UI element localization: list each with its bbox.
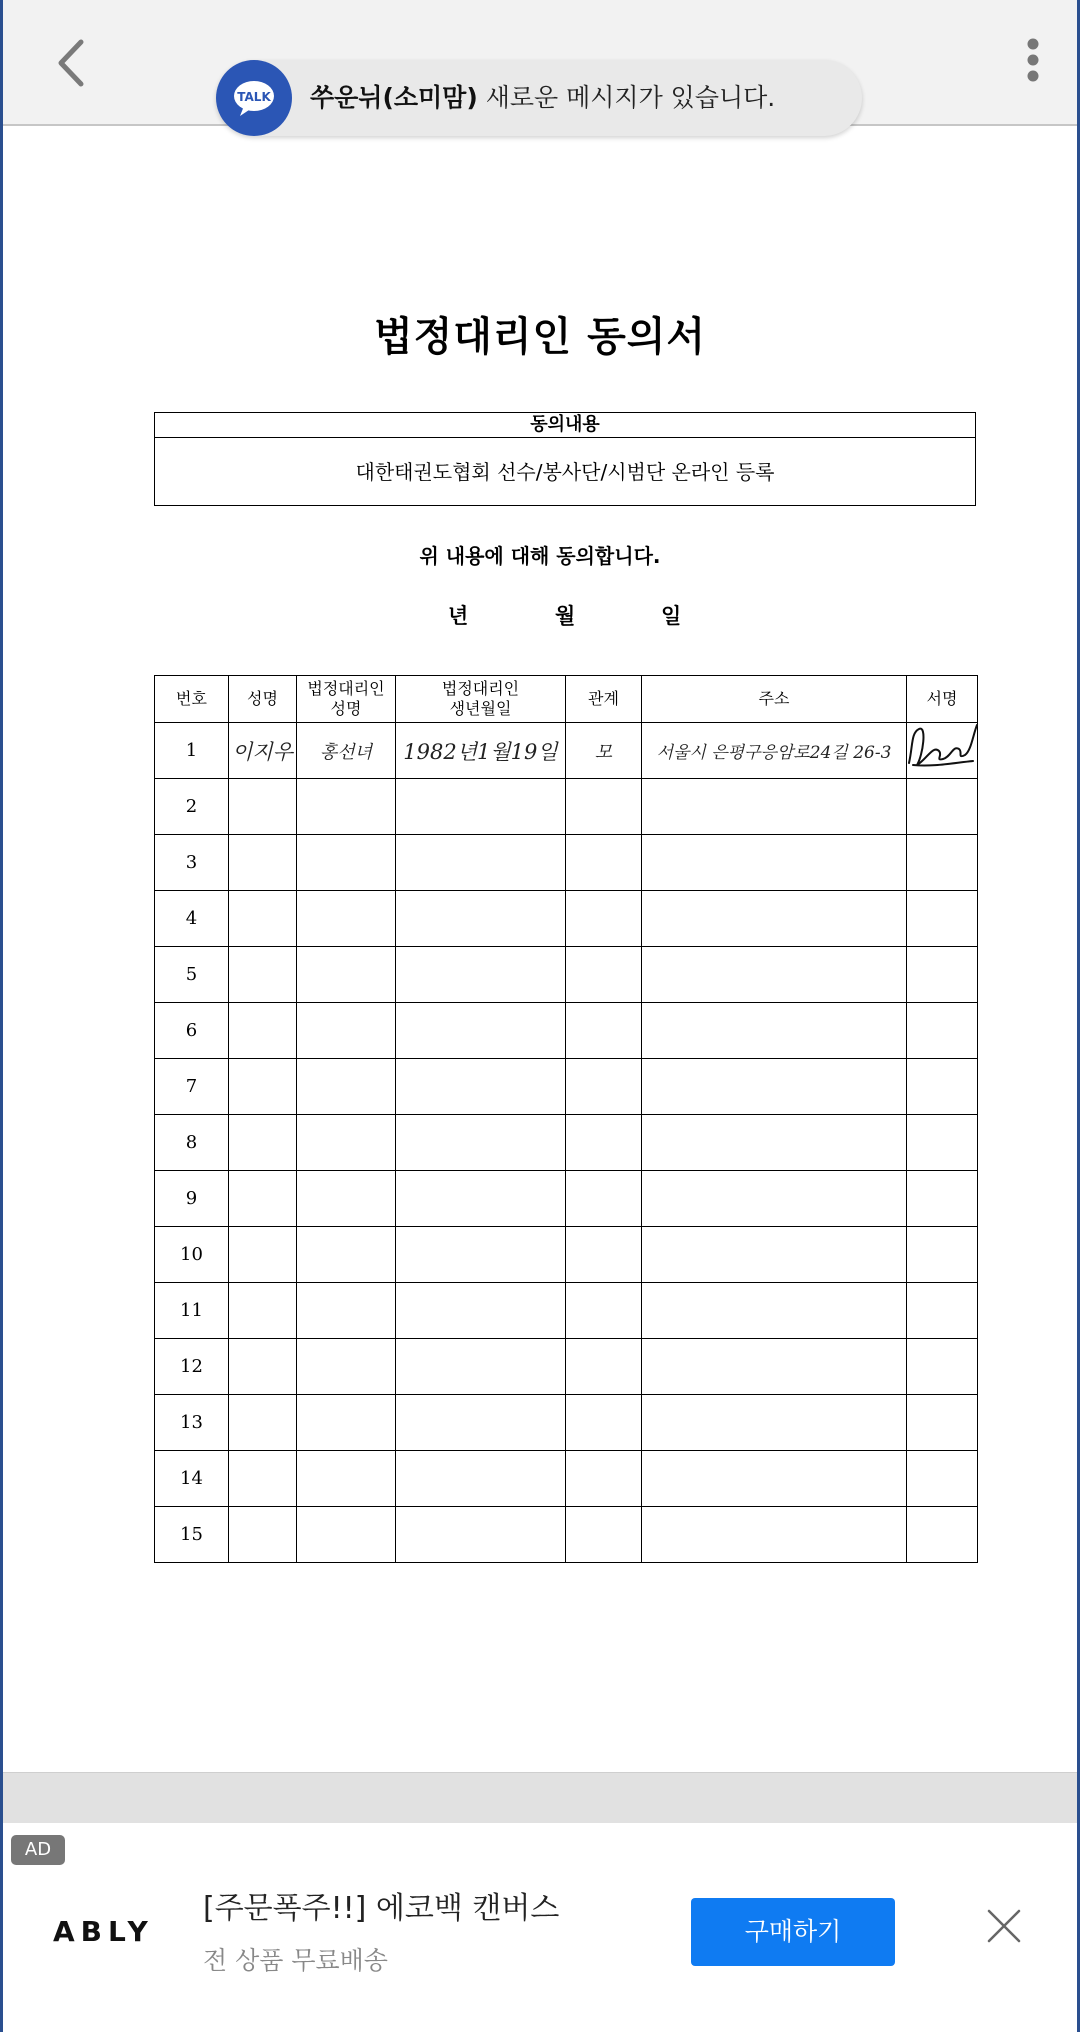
cell-address [642,835,907,891]
cell-guardian-name [297,1171,396,1227]
cell-guardian-name [297,1395,396,1451]
cell-guardian-name [297,947,396,1003]
cell-name [229,1059,297,1115]
cell-no: 1 [155,723,229,779]
cell-name [229,1003,297,1059]
cell-guardian-birth [396,1059,566,1115]
cell-relation [566,1115,642,1171]
table-row [155,723,978,779]
cell-guardian-birth [396,1507,566,1563]
cell-guardian-name [297,835,396,891]
cell-guardian-name [297,1451,396,1507]
cell-signature [907,835,978,891]
cell-signature [907,1339,978,1395]
cell-guardian-birth [396,1451,566,1507]
consent-header: 동의내용 [155,413,975,438]
cell-signature [907,1227,978,1283]
table-row [155,1451,978,1507]
cell-name [229,1507,297,1563]
cell-relation [566,1283,642,1339]
cell-relation [566,1227,642,1283]
cell-address [642,1507,907,1563]
cell-no: 13 [155,1395,229,1451]
more-options-button[interactable] [1018,36,1048,90]
cell-signature [907,1283,978,1339]
cell-no: 5 [155,947,229,1003]
talk-badge-text: TALK [237,90,271,104]
notification-message: 새로운 메시지가 있습니다. [485,83,776,112]
cell-signature [907,891,978,947]
cell-guardian-birth [396,1283,566,1339]
cell-guardian-birth [396,1339,566,1395]
cell-guardian-birth [396,1395,566,1451]
handwritten-signature-icon [903,715,979,775]
cell-no: 2 [155,779,229,835]
chevron-left-icon [49,36,99,90]
table-row [155,1059,978,1115]
cell-relation [566,1171,642,1227]
ad-title[interactable]: [주문폭주!!] 에코백 캔버스 [203,1891,560,1926]
cell-no: 15 [155,1507,229,1563]
cell-name [229,1115,297,1171]
cell-name [229,1451,297,1507]
cell-address [642,947,907,1003]
consent-body: 대한태권도협회 선수/봉사단/시범단 온라인 등록 [355,460,775,484]
cell-no: 12 [155,1339,229,1395]
cell-name [229,1171,297,1227]
ad-banner[interactable] [3,1823,1077,2032]
cell-relation [566,1451,642,1507]
cell-name [229,779,297,835]
cell-relation [566,1059,642,1115]
cell-signature [907,1507,978,1563]
col-header-address: 주소 [642,676,907,723]
cell-guardian-birth [396,947,566,1003]
cell-address [642,1395,907,1451]
date-day-label: 일 [661,604,682,628]
table-row [155,1003,978,1059]
col-header-no: 번호 [155,676,229,723]
col-header-guardian-name-line1: 법정대리인 [307,679,385,698]
table-row [155,1227,978,1283]
ad-brand-logo[interactable]: ABLY [53,1915,154,1948]
cell-address [642,891,907,947]
cell-relation-handwritten: 모 [566,723,642,779]
date-year-label: 년 [448,604,469,628]
table-row [155,891,978,947]
cell-guardian-birth [396,1115,566,1171]
notification-text [310,60,775,136]
col-header-guardian-name-line2: 성명 [330,699,362,718]
ad-badge: AD [11,1835,65,1865]
cell-relation [566,779,642,835]
table-row [155,1283,978,1339]
cell-signature [907,723,978,779]
col-header-guardian-name [297,676,396,723]
cell-signature [907,1171,978,1227]
cell-no: 7 [155,1059,229,1115]
cell-guardian-name [297,1003,396,1059]
cell-no: 11 [155,1283,229,1339]
cell-guardian-name [297,1283,396,1339]
cell-guardian-name [297,1115,396,1171]
table-row [155,1171,978,1227]
cell-signature [907,1115,978,1171]
cell-address [642,1059,907,1115]
cell-relation [566,1507,642,1563]
cell-address [642,1115,907,1171]
table-row [155,835,978,891]
date-month-label: 월 [555,604,576,628]
cell-guardian-birth [396,779,566,835]
cell-name [229,1339,297,1395]
cell-address-handwritten: 서울시 은평구응암로24길 26-3 [642,723,907,779]
cell-name [229,835,297,891]
ad-subtitle: 전 상품 무료배송 [203,1946,388,1975]
cell-relation [566,1003,642,1059]
col-header-guardian-birth-line2: 생년월일 [449,699,512,718]
cell-relation [566,891,642,947]
table-row [155,1339,978,1395]
consent-box [154,412,976,506]
cell-signature [907,1059,978,1115]
cell-address [642,1003,907,1059]
cell-no: 8 [155,1115,229,1171]
cell-signature [907,1451,978,1507]
cell-guardian-birth [396,891,566,947]
table-row [155,947,978,1003]
cell-guardian-name [297,891,396,947]
cell-guardian-name [297,1059,396,1115]
vertical-dots-icon [1018,36,1048,90]
message-notification-toast[interactable] [216,60,862,136]
kakaotalk-icon [216,60,292,136]
notification-sender: 쑤운뉘(소미맘) [310,83,478,112]
cell-name [229,1227,297,1283]
cell-relation [566,1395,642,1451]
cell-name-handwritten: 이지우 [229,723,297,779]
col-header-relation: 관계 [566,676,642,723]
cell-guardian-birth [396,1227,566,1283]
table-row [155,1395,978,1451]
content-bottom-divider [3,1772,1077,1825]
cell-name [229,891,297,947]
cell-no: 10 [155,1227,229,1283]
col-header-signature: 서명 [907,676,978,723]
cell-name [229,1283,297,1339]
cell-no: 14 [155,1451,229,1507]
col-header-guardian-birth [396,676,566,723]
table-row [155,779,978,835]
cell-address [642,1451,907,1507]
cell-relation [566,947,642,1003]
cell-address [642,1171,907,1227]
cell-signature [907,947,978,1003]
cell-no: 6 [155,1003,229,1059]
guardian-consent-table [154,675,978,1563]
cell-guardian-birth-handwritten: 1982년1월19일 [396,723,566,779]
cell-guardian-birth [396,1171,566,1227]
cell-relation [566,1339,642,1395]
back-button[interactable] [49,36,99,90]
cell-signature [907,1003,978,1059]
cell-address [642,779,907,835]
agree-statement: 위 내용에 대해 동의합니다. [419,544,661,568]
close-icon [985,1907,1023,1945]
cell-name [229,947,297,1003]
cell-address [642,1339,907,1395]
cell-guardian-name [297,1507,396,1563]
cell-guardian-birth [396,835,566,891]
table-row [155,1507,978,1563]
col-header-guardian-birth-line1: 법정대리인 [441,679,520,698]
cell-no: 3 [155,835,229,891]
cell-signature [907,1395,978,1451]
cell-signature [907,779,978,835]
cell-guardian-name [297,779,396,835]
ad-buy-button[interactable]: 구매하기 [691,1898,895,1966]
cell-address [642,1283,907,1339]
cell-guardian-name [297,1339,396,1395]
ad-close-button[interactable] [985,1907,1023,1945]
cell-no: 9 [155,1171,229,1227]
cell-guardian-name [297,1227,396,1283]
cell-guardian-name-handwritten: 홍선녀 [297,723,396,779]
table-row [155,1115,978,1171]
cell-name [229,1395,297,1451]
table-header-row [155,676,978,723]
document-title: 법정대리인 동의서 [373,313,707,360]
cell-no: 4 [155,891,229,947]
col-header-name: 성명 [229,676,297,723]
cell-guardian-birth [396,1003,566,1059]
cell-address [642,1227,907,1283]
cell-relation [566,835,642,891]
